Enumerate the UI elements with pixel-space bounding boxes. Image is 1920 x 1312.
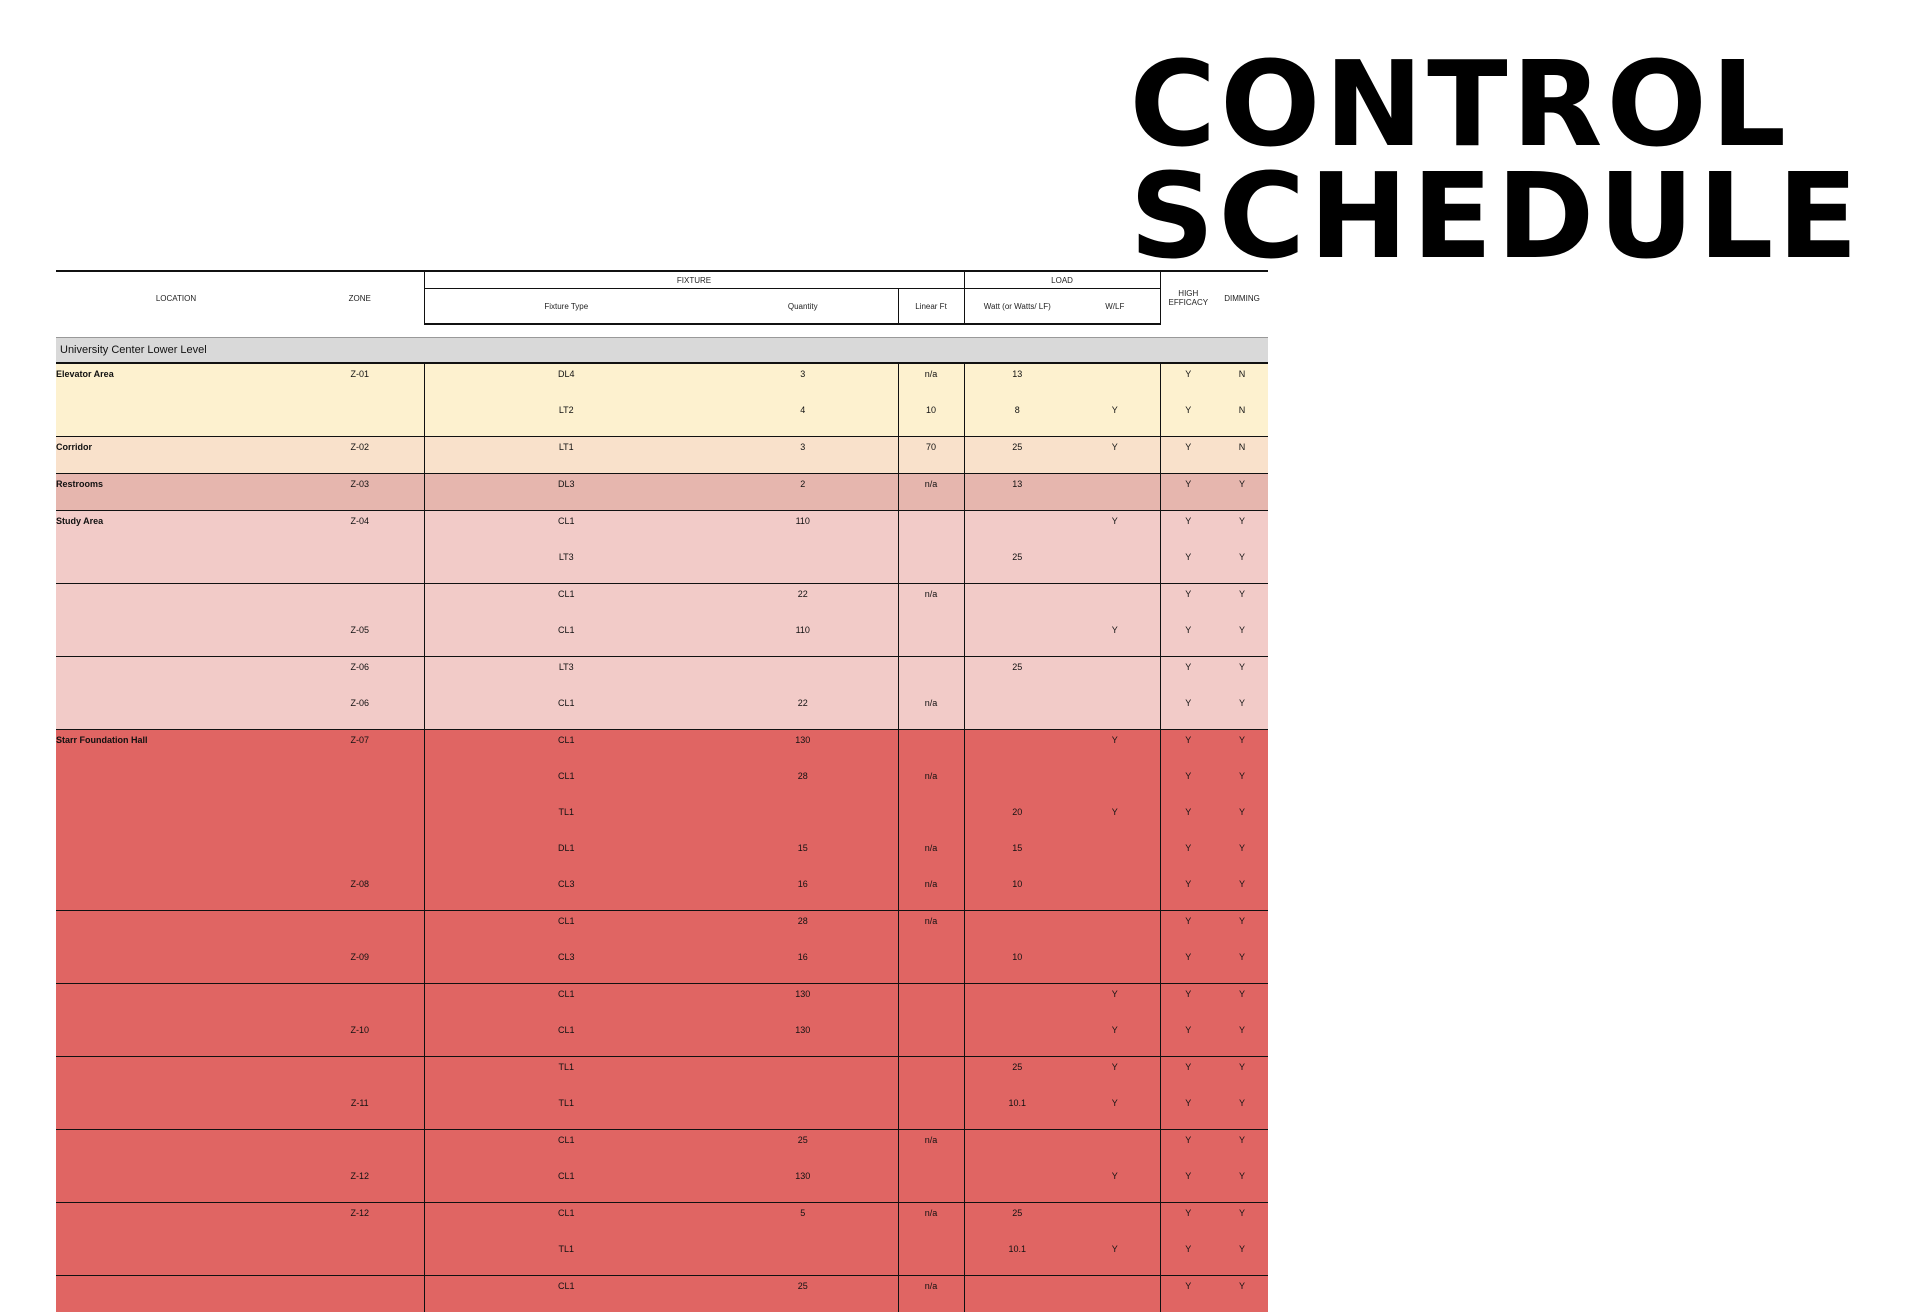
row-high-efficacy: Y — [1160, 474, 1216, 511]
row-zone — [296, 911, 424, 948]
row-linear-ft: 10 — [898, 400, 964, 437]
row-high-efficacy: Y — [1160, 1166, 1216, 1203]
row-linear-ft — [898, 984, 964, 1021]
row-watt: 10.1 — [964, 1239, 1070, 1276]
row-linear-ft — [898, 1166, 964, 1203]
row-quantity: 130 — [708, 1020, 898, 1057]
row-watt — [964, 693, 1070, 730]
schedule-table — [56, 270, 1268, 1312]
row-location: Elevator Area — [56, 363, 296, 400]
row-zone: Z-08 — [296, 874, 424, 911]
row-linear-ft: n/a — [898, 363, 964, 400]
row-linear-ft: 70 — [898, 437, 964, 474]
table-row — [56, 1130, 1268, 1167]
row-zone — [296, 984, 424, 1021]
row-fixture-type: DL1 — [424, 838, 708, 874]
row-linear-ft: n/a — [898, 1130, 964, 1167]
row-fixture-type: CL1 — [424, 511, 708, 548]
row-quantity: 110 — [708, 511, 898, 548]
row-high-efficacy: Y — [1160, 1239, 1216, 1276]
row-zone: Z-01 — [296, 363, 424, 400]
row-dimming: Y — [1216, 838, 1268, 874]
row-quantity: 15 — [708, 838, 898, 874]
row-location — [56, 984, 296, 1021]
row-dimming: Y — [1216, 657, 1268, 694]
row-zone — [296, 1239, 424, 1276]
table-row — [56, 802, 1268, 838]
row-dimming: N — [1216, 400, 1268, 437]
row-dimming: Y — [1216, 766, 1268, 802]
row-zone: Z-12 — [296, 1203, 424, 1240]
row-zone: Z-12 — [296, 1166, 424, 1203]
row-high-efficacy: Y — [1160, 437, 1216, 474]
row-fixture-type: CL1 — [424, 1276, 708, 1312]
row-dimming: Y — [1216, 1203, 1268, 1240]
row-linear-ft: n/a — [898, 1276, 964, 1312]
row-linear-ft — [898, 511, 964, 548]
table-row — [56, 1203, 1268, 1240]
row-fixture-type: DL3 — [424, 474, 708, 511]
row-dimming: Y — [1216, 511, 1268, 548]
row-dimming: Y — [1216, 1166, 1268, 1203]
row-watt — [964, 766, 1070, 802]
header-high-efficacy: HIGH EFFICACY — [1160, 271, 1216, 324]
row-high-efficacy: Y — [1160, 657, 1216, 694]
row-location — [56, 584, 296, 621]
row-high-efficacy: Y — [1160, 547, 1216, 584]
row-high-efficacy: Y — [1160, 802, 1216, 838]
table-row — [56, 511, 1268, 548]
row-quantity: 130 — [708, 984, 898, 1021]
row-watt — [964, 511, 1070, 548]
row-location — [56, 947, 296, 984]
row-zone: Z-10 — [296, 1020, 424, 1057]
row-linear-ft — [898, 1093, 964, 1130]
row-w-lf — [1070, 1130, 1160, 1167]
row-fixture-type: LT3 — [424, 547, 708, 584]
row-w-lf: Y — [1070, 1020, 1160, 1057]
row-watt: 25 — [964, 657, 1070, 694]
row-dimming: Y — [1216, 1130, 1268, 1167]
header-watt: Watt (or Watts/ LF) — [964, 289, 1070, 325]
row-dimming: Y — [1216, 1239, 1268, 1276]
row-watt: 10.1 — [964, 1093, 1070, 1130]
row-watt: 13 — [964, 474, 1070, 511]
row-watt — [964, 911, 1070, 948]
row-high-efficacy: Y — [1160, 911, 1216, 948]
row-fixture-type: TL1 — [424, 1239, 708, 1276]
table-row — [56, 874, 1268, 911]
row-quantity: 16 — [708, 947, 898, 984]
row-w-lf — [1070, 547, 1160, 584]
row-watt — [964, 1020, 1070, 1057]
row-location — [56, 1057, 296, 1094]
row-dimming: Y — [1216, 984, 1268, 1021]
table-row — [56, 766, 1268, 802]
row-zone — [296, 584, 424, 621]
table-row — [56, 1057, 1268, 1094]
row-high-efficacy: Y — [1160, 947, 1216, 984]
row-w-lf — [1070, 947, 1160, 984]
row-dimming: Y — [1216, 1020, 1268, 1057]
row-quantity: 28 — [708, 911, 898, 948]
row-fixture-type: CL3 — [424, 874, 708, 911]
row-dimming: Y — [1216, 547, 1268, 584]
row-w-lf — [1070, 363, 1160, 400]
row-watt: 13 — [964, 363, 1070, 400]
row-w-lf — [1070, 838, 1160, 874]
row-watt: 25 — [964, 437, 1070, 474]
row-high-efficacy: Y — [1160, 511, 1216, 548]
row-w-lf: Y — [1070, 730, 1160, 767]
row-fixture-type: LT3 — [424, 657, 708, 694]
row-location — [56, 1130, 296, 1167]
row-w-lf: Y — [1070, 1057, 1160, 1094]
row-location — [56, 1203, 296, 1240]
table-row — [56, 400, 1268, 437]
row-location — [56, 1093, 296, 1130]
row-w-lf: Y — [1070, 1166, 1160, 1203]
row-high-efficacy: Y — [1160, 363, 1216, 400]
row-w-lf: Y — [1070, 1093, 1160, 1130]
row-location — [56, 874, 296, 911]
row-linear-ft — [898, 1020, 964, 1057]
table-row — [56, 657, 1268, 694]
row-location — [56, 1166, 296, 1203]
row-high-efficacy: Y — [1160, 1130, 1216, 1167]
row-location — [56, 802, 296, 838]
row-location — [56, 400, 296, 437]
page-title — [1129, 48, 1862, 272]
table-row — [56, 474, 1268, 511]
row-watt: 8 — [964, 400, 1070, 437]
row-quantity: 3 — [708, 363, 898, 400]
row-location — [56, 1239, 296, 1276]
row-dimming: Y — [1216, 584, 1268, 621]
row-zone: Z-05 — [296, 620, 424, 657]
table-row — [56, 1093, 1268, 1130]
row-linear-ft — [898, 1057, 964, 1094]
row-fixture-type: LT2 — [424, 400, 708, 437]
row-dimming: Y — [1216, 1093, 1268, 1130]
header-fixture-type: Fixture Type — [424, 289, 708, 325]
row-high-efficacy: Y — [1160, 693, 1216, 730]
row-zone: Z-06 — [296, 693, 424, 730]
row-watt: 10 — [964, 947, 1070, 984]
header-zone: ZONE — [296, 271, 424, 324]
row-location — [56, 1020, 296, 1057]
row-linear-ft: n/a — [898, 584, 964, 621]
row-linear-ft: n/a — [898, 911, 964, 948]
row-w-lf — [1070, 584, 1160, 621]
row-quantity: 22 — [708, 693, 898, 730]
row-quantity: 2 — [708, 474, 898, 511]
row-location — [56, 766, 296, 802]
row-linear-ft: n/a — [898, 474, 964, 511]
row-high-efficacy: Y — [1160, 874, 1216, 911]
table-row — [56, 693, 1268, 730]
table-row — [56, 838, 1268, 874]
header-w-lf: W/LF — [1070, 289, 1160, 325]
row-w-lf — [1070, 1276, 1160, 1312]
row-linear-ft — [898, 947, 964, 984]
row-high-efficacy: Y — [1160, 1020, 1216, 1057]
header-quantity: Quantity — [708, 289, 898, 325]
row-w-lf: Y — [1070, 984, 1160, 1021]
row-fixture-type: CL1 — [424, 1203, 708, 1240]
row-quantity: 28 — [708, 766, 898, 802]
row-dimming: Y — [1216, 620, 1268, 657]
row-fixture-type: CL1 — [424, 1020, 708, 1057]
row-quantity: 16 — [708, 874, 898, 911]
row-watt — [964, 730, 1070, 767]
row-linear-ft: n/a — [898, 874, 964, 911]
row-zone — [296, 1057, 424, 1094]
row-quantity — [708, 657, 898, 694]
row-quantity: 130 — [708, 730, 898, 767]
row-dimming: Y — [1216, 911, 1268, 948]
row-zone: Z-07 — [296, 730, 424, 767]
row-linear-ft — [898, 547, 964, 584]
row-fixture-type: CL1 — [424, 766, 708, 802]
table-row — [56, 584, 1268, 621]
row-high-efficacy: Y — [1160, 838, 1216, 874]
row-high-efficacy: Y — [1160, 984, 1216, 1021]
table-row — [56, 1276, 1268, 1312]
row-location — [56, 838, 296, 874]
row-dimming: N — [1216, 363, 1268, 400]
row-w-lf — [1070, 874, 1160, 911]
table-row — [56, 730, 1268, 767]
table-row — [56, 363, 1268, 400]
header-fixture: FIXTURE — [424, 271, 964, 289]
row-zone: Z-09 — [296, 947, 424, 984]
row-dimming: N — [1216, 437, 1268, 474]
title-line-1: CONTROL — [1129, 48, 1862, 160]
row-zone — [296, 547, 424, 584]
row-location: Starr Foundation Hall — [56, 730, 296, 767]
row-linear-ft: n/a — [898, 766, 964, 802]
row-location — [56, 911, 296, 948]
row-location: Corridor — [56, 437, 296, 474]
row-watt: 25 — [964, 547, 1070, 584]
row-location: Study Area — [56, 511, 296, 548]
row-quantity: 5 — [708, 1203, 898, 1240]
row-quantity — [708, 1093, 898, 1130]
row-w-lf — [1070, 474, 1160, 511]
row-high-efficacy: Y — [1160, 1093, 1216, 1130]
row-fixture-type: DL4 — [424, 363, 708, 400]
table-row — [56, 984, 1268, 1021]
row-quantity: 22 — [708, 584, 898, 621]
row-watt: 10 — [964, 874, 1070, 911]
row-high-efficacy: Y — [1160, 400, 1216, 437]
row-fixture-type: CL3 — [424, 947, 708, 984]
row-zone — [296, 400, 424, 437]
header-dimming: DIMMING — [1216, 271, 1268, 324]
row-dimming: Y — [1216, 874, 1268, 911]
row-w-lf — [1070, 1203, 1160, 1240]
section-label: University Center Lower Level — [56, 338, 1268, 364]
row-watt: 25 — [964, 1203, 1070, 1240]
row-location — [56, 693, 296, 730]
row-watt — [964, 984, 1070, 1021]
row-zone: Z-11 — [296, 1093, 424, 1130]
row-linear-ft — [898, 730, 964, 767]
schedule-rows — [56, 363, 1268, 1312]
row-zone — [296, 838, 424, 874]
row-quantity: 3 — [708, 437, 898, 474]
row-linear-ft: n/a — [898, 838, 964, 874]
row-fixture-type: LT1 — [424, 437, 708, 474]
row-fixture-type: CL1 — [424, 1166, 708, 1203]
row-zone: Z-04 — [296, 511, 424, 548]
row-high-efficacy: Y — [1160, 766, 1216, 802]
table-row — [56, 947, 1268, 984]
row-quantity: 25 — [708, 1276, 898, 1312]
row-watt: 15 — [964, 838, 1070, 874]
row-fixture-type: CL1 — [424, 730, 708, 767]
row-watt: 20 — [964, 802, 1070, 838]
row-watt — [964, 620, 1070, 657]
row-quantity — [708, 547, 898, 584]
row-linear-ft — [898, 1239, 964, 1276]
table-row — [56, 620, 1268, 657]
row-linear-ft — [898, 657, 964, 694]
row-high-efficacy: Y — [1160, 730, 1216, 767]
row-zone — [296, 1276, 424, 1312]
row-watt: 25 — [964, 1057, 1070, 1094]
row-fixture-type: TL1 — [424, 1057, 708, 1094]
row-location — [56, 1276, 296, 1312]
row-dimming: Y — [1216, 1057, 1268, 1094]
row-high-efficacy: Y — [1160, 584, 1216, 621]
table-row — [56, 547, 1268, 584]
control-schedule-sheet — [56, 270, 1268, 1312]
row-location — [56, 620, 296, 657]
row-quantity — [708, 1057, 898, 1094]
row-quantity: 4 — [708, 400, 898, 437]
row-w-lf — [1070, 911, 1160, 948]
row-linear-ft: n/a — [898, 1203, 964, 1240]
row-quantity: 130 — [708, 1166, 898, 1203]
row-watt — [964, 1166, 1070, 1203]
row-dimming: Y — [1216, 947, 1268, 984]
row-fixture-type: TL1 — [424, 1093, 708, 1130]
row-quantity: 110 — [708, 620, 898, 657]
row-fixture-type: TL1 — [424, 802, 708, 838]
row-fixture-type: CL1 — [424, 620, 708, 657]
header-linear-ft: Linear Ft — [898, 289, 964, 325]
row-fixture-type: CL1 — [424, 984, 708, 1021]
row-quantity — [708, 1239, 898, 1276]
row-high-efficacy: Y — [1160, 1057, 1216, 1094]
row-linear-ft: n/a — [898, 693, 964, 730]
table-row — [56, 1020, 1268, 1057]
row-quantity: 25 — [708, 1130, 898, 1167]
row-fixture-type: CL1 — [424, 693, 708, 730]
row-zone — [296, 802, 424, 838]
row-watt — [964, 584, 1070, 621]
row-w-lf: Y — [1070, 400, 1160, 437]
row-dimming: Y — [1216, 1276, 1268, 1312]
row-fixture-type: CL1 — [424, 1130, 708, 1167]
row-w-lf — [1070, 766, 1160, 802]
row-watt — [964, 1276, 1070, 1312]
row-high-efficacy: Y — [1160, 1203, 1216, 1240]
row-zone — [296, 1130, 424, 1167]
row-location — [56, 657, 296, 694]
row-w-lf: Y — [1070, 620, 1160, 657]
row-w-lf: Y — [1070, 802, 1160, 838]
row-dimming: Y — [1216, 693, 1268, 730]
row-watt — [964, 1130, 1070, 1167]
row-linear-ft — [898, 620, 964, 657]
row-zone: Z-06 — [296, 657, 424, 694]
row-dimming: Y — [1216, 802, 1268, 838]
row-w-lf: Y — [1070, 1239, 1160, 1276]
row-quantity — [708, 802, 898, 838]
row-w-lf — [1070, 657, 1160, 694]
title-line-2: SCHEDULE — [1129, 160, 1862, 272]
row-linear-ft — [898, 802, 964, 838]
table-row — [56, 1166, 1268, 1203]
row-zone: Z-03 — [296, 474, 424, 511]
table-row — [56, 1239, 1268, 1276]
row-w-lf: Y — [1070, 437, 1160, 474]
row-fixture-type: CL1 — [424, 911, 708, 948]
row-w-lf: Y — [1070, 511, 1160, 548]
row-zone — [296, 766, 424, 802]
row-high-efficacy: Y — [1160, 620, 1216, 657]
table-row — [56, 911, 1268, 948]
row-zone: Z-02 — [296, 437, 424, 474]
row-dimming: Y — [1216, 474, 1268, 511]
row-location: Restrooms — [56, 474, 296, 511]
header-load: LOAD — [964, 271, 1160, 289]
row-w-lf — [1070, 693, 1160, 730]
row-dimming: Y — [1216, 730, 1268, 767]
row-fixture-type: CL1 — [424, 584, 708, 621]
row-high-efficacy: Y — [1160, 1276, 1216, 1312]
header-location: LOCATION — [56, 271, 296, 324]
row-location — [56, 547, 296, 584]
table-row — [56, 437, 1268, 474]
